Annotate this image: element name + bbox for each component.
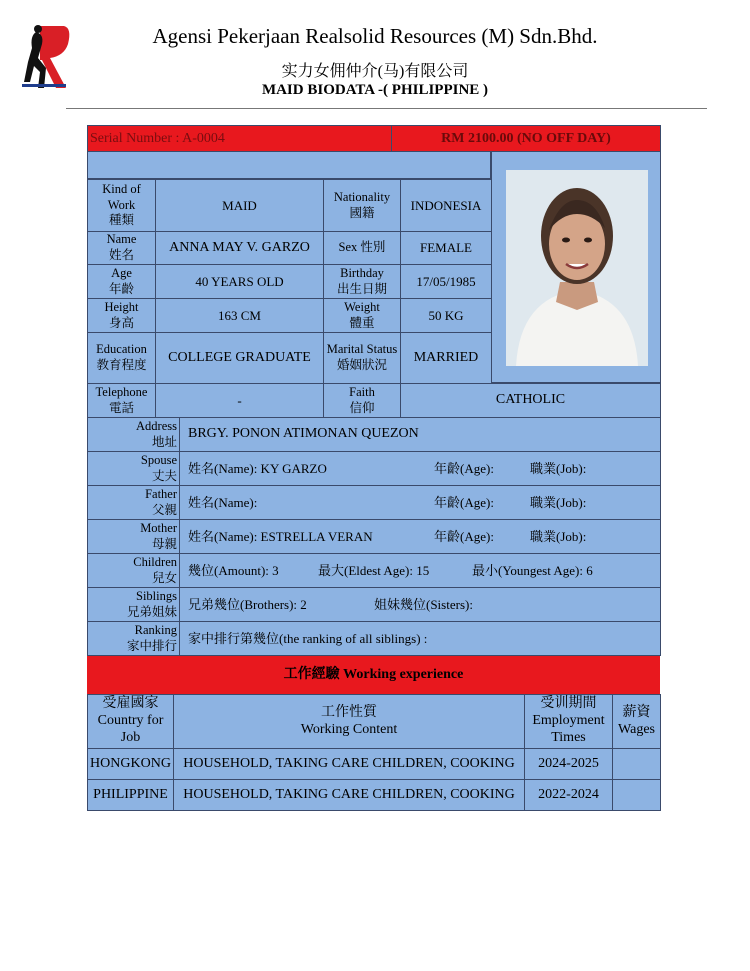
- father-name: 姓名(Name):: [188, 494, 258, 510]
- children-eldest-age: 最大(Eldest Age): 15: [318, 562, 430, 578]
- header-divider: [66, 108, 707, 109]
- col-country-header: 受雇國家 Country for Job: [88, 695, 174, 749]
- children-amount: 幾位(Amount): 3: [188, 562, 279, 578]
- mother-details: [180, 520, 661, 554]
- siblings-sisters: 姐妹幾位(Sisters):: [374, 596, 473, 612]
- marital-status-value: MARRIED: [401, 333, 492, 384]
- name-value: ANNA MAY V. GARZO: [156, 232, 324, 265]
- row-content: HOUSEHOLD, TAKING CARE CHILDREN, COOKING: [174, 780, 525, 811]
- mother-label: Mother 母親: [88, 520, 180, 554]
- mother-name: 姓名(Name): ESTRELLA VERAN: [188, 528, 373, 544]
- siblings-label: Siblings 兄弟姐妹: [88, 588, 180, 622]
- working-experience-title: 工作經驗 Working experience: [87, 656, 660, 694]
- working-experience-table: [87, 694, 660, 811]
- row-times: 2022-2024: [525, 780, 613, 811]
- children-label: Children 兒女: [88, 554, 180, 588]
- siblings-brothers: 兄弟幾位(Brothers): 2: [188, 596, 307, 612]
- age-label: Age 年齡: [88, 265, 156, 299]
- spouse-name: 姓名(Name): KY GARZO: [188, 460, 327, 476]
- siblings-details: [180, 588, 661, 622]
- telephone-value: -: [156, 384, 324, 418]
- table-row: [88, 749, 661, 780]
- height-label: Height 身高: [88, 299, 156, 333]
- spouse-age: 年齡(Age):: [434, 460, 494, 476]
- telephone-faith-row: [87, 383, 660, 418]
- faith-value: CATHOLIC: [401, 384, 661, 418]
- serial-row: [87, 125, 660, 153]
- weight-label: Weight 體重: [324, 299, 401, 333]
- row-country: HONGKONG: [88, 749, 174, 780]
- children-details: [180, 554, 661, 588]
- birthday-label: Birthday 出生日期: [324, 265, 401, 299]
- price-label: RM 2100.00 (NO OFF DAY): [392, 126, 661, 153]
- weight-value: 50 KG: [401, 299, 492, 333]
- serial-number: Serial Number : A-0004: [88, 126, 392, 153]
- birthday-value: 17/05/1985: [401, 265, 492, 299]
- col-times-header: 受训期間 Employment Times: [525, 695, 613, 749]
- height-value: 163 CM: [156, 299, 324, 333]
- ranking-value: 家中排行第幾位(the ranking of all siblings) :: [180, 622, 661, 656]
- age-value: 40 YEARS OLD: [156, 265, 324, 299]
- address-label: Address 地址: [88, 418, 180, 452]
- row-wages: [613, 780, 661, 811]
- document-title: MAID BIODATA -( PHILIPPINE ): [261, 82, 489, 98]
- sex-label: Sex 性別: [324, 232, 401, 265]
- company-name: Agensi Pekerjaan Realsolid Resources (M) Sdn.Bhd.: [152, 24, 598, 48]
- family-info-table: [87, 417, 660, 656]
- row-content: HOUSEHOLD, TAKING CARE CHILDREN, COOKING: [174, 749, 525, 780]
- table-row: [88, 780, 661, 811]
- father-label: Father 父親: [88, 486, 180, 520]
- kind-of-work-value: MAID: [156, 180, 324, 232]
- spouse-job: 職業(Job):: [530, 460, 587, 476]
- children-youngest-age: 最小(Youngest Age): 6: [472, 562, 593, 578]
- spouse-label: Spouse 丈夫: [88, 452, 180, 486]
- nationality-label: Nationality 國籍: [324, 180, 401, 232]
- maid-photo: [506, 170, 648, 366]
- spouse-details: [180, 452, 661, 486]
- row-wages: [613, 749, 661, 780]
- row-times: 2024-2025: [525, 749, 613, 780]
- blank-header-bar: [87, 151, 491, 179]
- nationality-value: INDONESIA: [401, 180, 492, 232]
- row-country: PHILIPPINE: [88, 780, 174, 811]
- kind-of-work-label: Kind of Work 種類: [88, 180, 156, 232]
- mother-job: 職業(Job):: [530, 528, 587, 544]
- education-value: COLLEGE GRADUATE: [156, 333, 324, 384]
- marital-status-label: Marital Status 婚姻狀況: [324, 333, 401, 384]
- father-age: 年齡(Age):: [434, 494, 494, 510]
- company-name-chinese: 实力女佣仲介(马)有限公司: [281, 63, 469, 80]
- address-value: BRGY. PONON ATIMONAN QUEZON: [180, 418, 661, 452]
- name-label: Name 姓名: [88, 232, 156, 265]
- col-wages-header: 薪資 Wages: [613, 695, 661, 749]
- photo-cell: [491, 151, 661, 383]
- education-label: Education 教育程度: [88, 333, 156, 384]
- personal-info-table: [87, 179, 491, 384]
- telephone-label: Telephone 電話: [88, 384, 156, 418]
- mother-age: 年齡(Age):: [434, 528, 494, 544]
- sex-value: FEMALE: [401, 232, 492, 265]
- father-details: [180, 486, 661, 520]
- ranking-label: Ranking 家中排行: [88, 622, 180, 656]
- father-job: 職業(Job):: [530, 494, 587, 510]
- col-content-header: 工作性質 Working Content: [174, 695, 525, 749]
- faith-label: Faith 信仰: [324, 384, 401, 418]
